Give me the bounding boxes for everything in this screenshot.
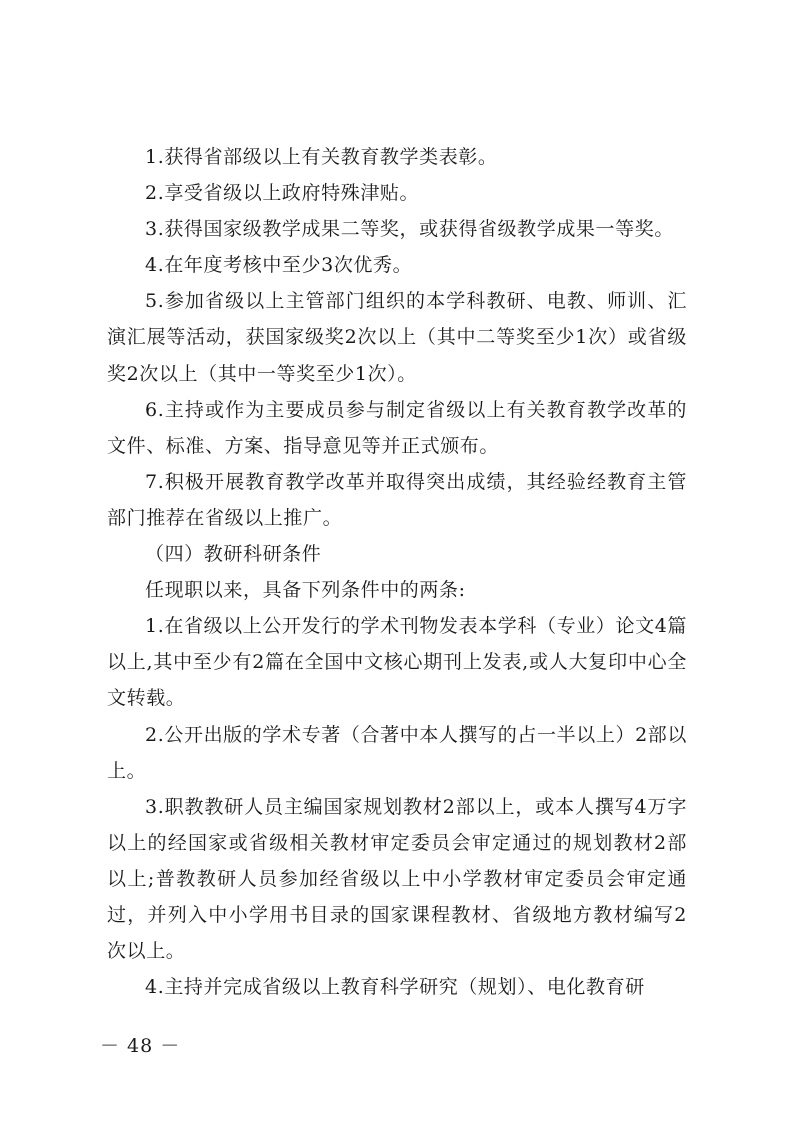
research-item-4: 4.主持并完成省级以上教育科学研究（规划）、电化教育研 xyxy=(145,976,645,999)
research-item-2: 2.公开出版的学术专著（合著中本人撰写的占一半以上）2部以上。 xyxy=(107,723,687,782)
page-number: － 48 － xyxy=(100,1035,181,1057)
paragraph-item-6: 6.主持或作为主要成员参与制定省级以上有关教育教学改革的文件、标准、方案、指导意见等并正式颁布。 xyxy=(107,398,687,457)
paragraph-item-1: 1.获得省部级以上有关教育教学类表彰。 xyxy=(145,146,498,168)
research-item-1: 1.在省级以上公开发行的学术刊物发表本学科（专业）论文4篇以上,其中至少有2篇在全国中文核心期刊上发表,或人大复印中心全文转载。 xyxy=(107,615,687,710)
paragraph-item-3: 3.获得国家级教学成果二等奖，或获得省级教学成果一等奖。 xyxy=(145,218,674,241)
paragraph-item-4: 4.在年度考核中至少3次优秀。 xyxy=(145,254,413,277)
paragraph-item-2: 2.享受省级以上政府特殊津贴。 xyxy=(145,182,420,205)
paragraph-item-5: 5.参加省级以上主管部门组织的本学科教研、电教、师训、汇演汇展等活动，获国家级奖2次以上（其中二等奖至少1次）或省级奖2次以上（其中一等奖至少1次）。 xyxy=(107,290,687,385)
section-intro: 任现职以来，具备下列条件中的两条: xyxy=(145,579,466,602)
section-heading: （四）教研科研条件 xyxy=(145,543,322,566)
document-body xyxy=(107,139,687,1005)
research-item-3: 3.职教教研人员主编国家规划教材2部以上，或本人撰写4万字以上的经国家或省级相关教材审定委员会审定通过的规划教材2部以上;普教教研人员参加经省级以上中小学教材审定委员会审定通过，并列入中小学用书目录的国家课程教材、省级地方教材编写2次以上。 xyxy=(107,795,687,963)
paragraph-item-7: 7.积极开展教育教学改革并取得突出成绩，其经验经教育主管部门推荐在省级以上推广。 xyxy=(107,470,687,529)
